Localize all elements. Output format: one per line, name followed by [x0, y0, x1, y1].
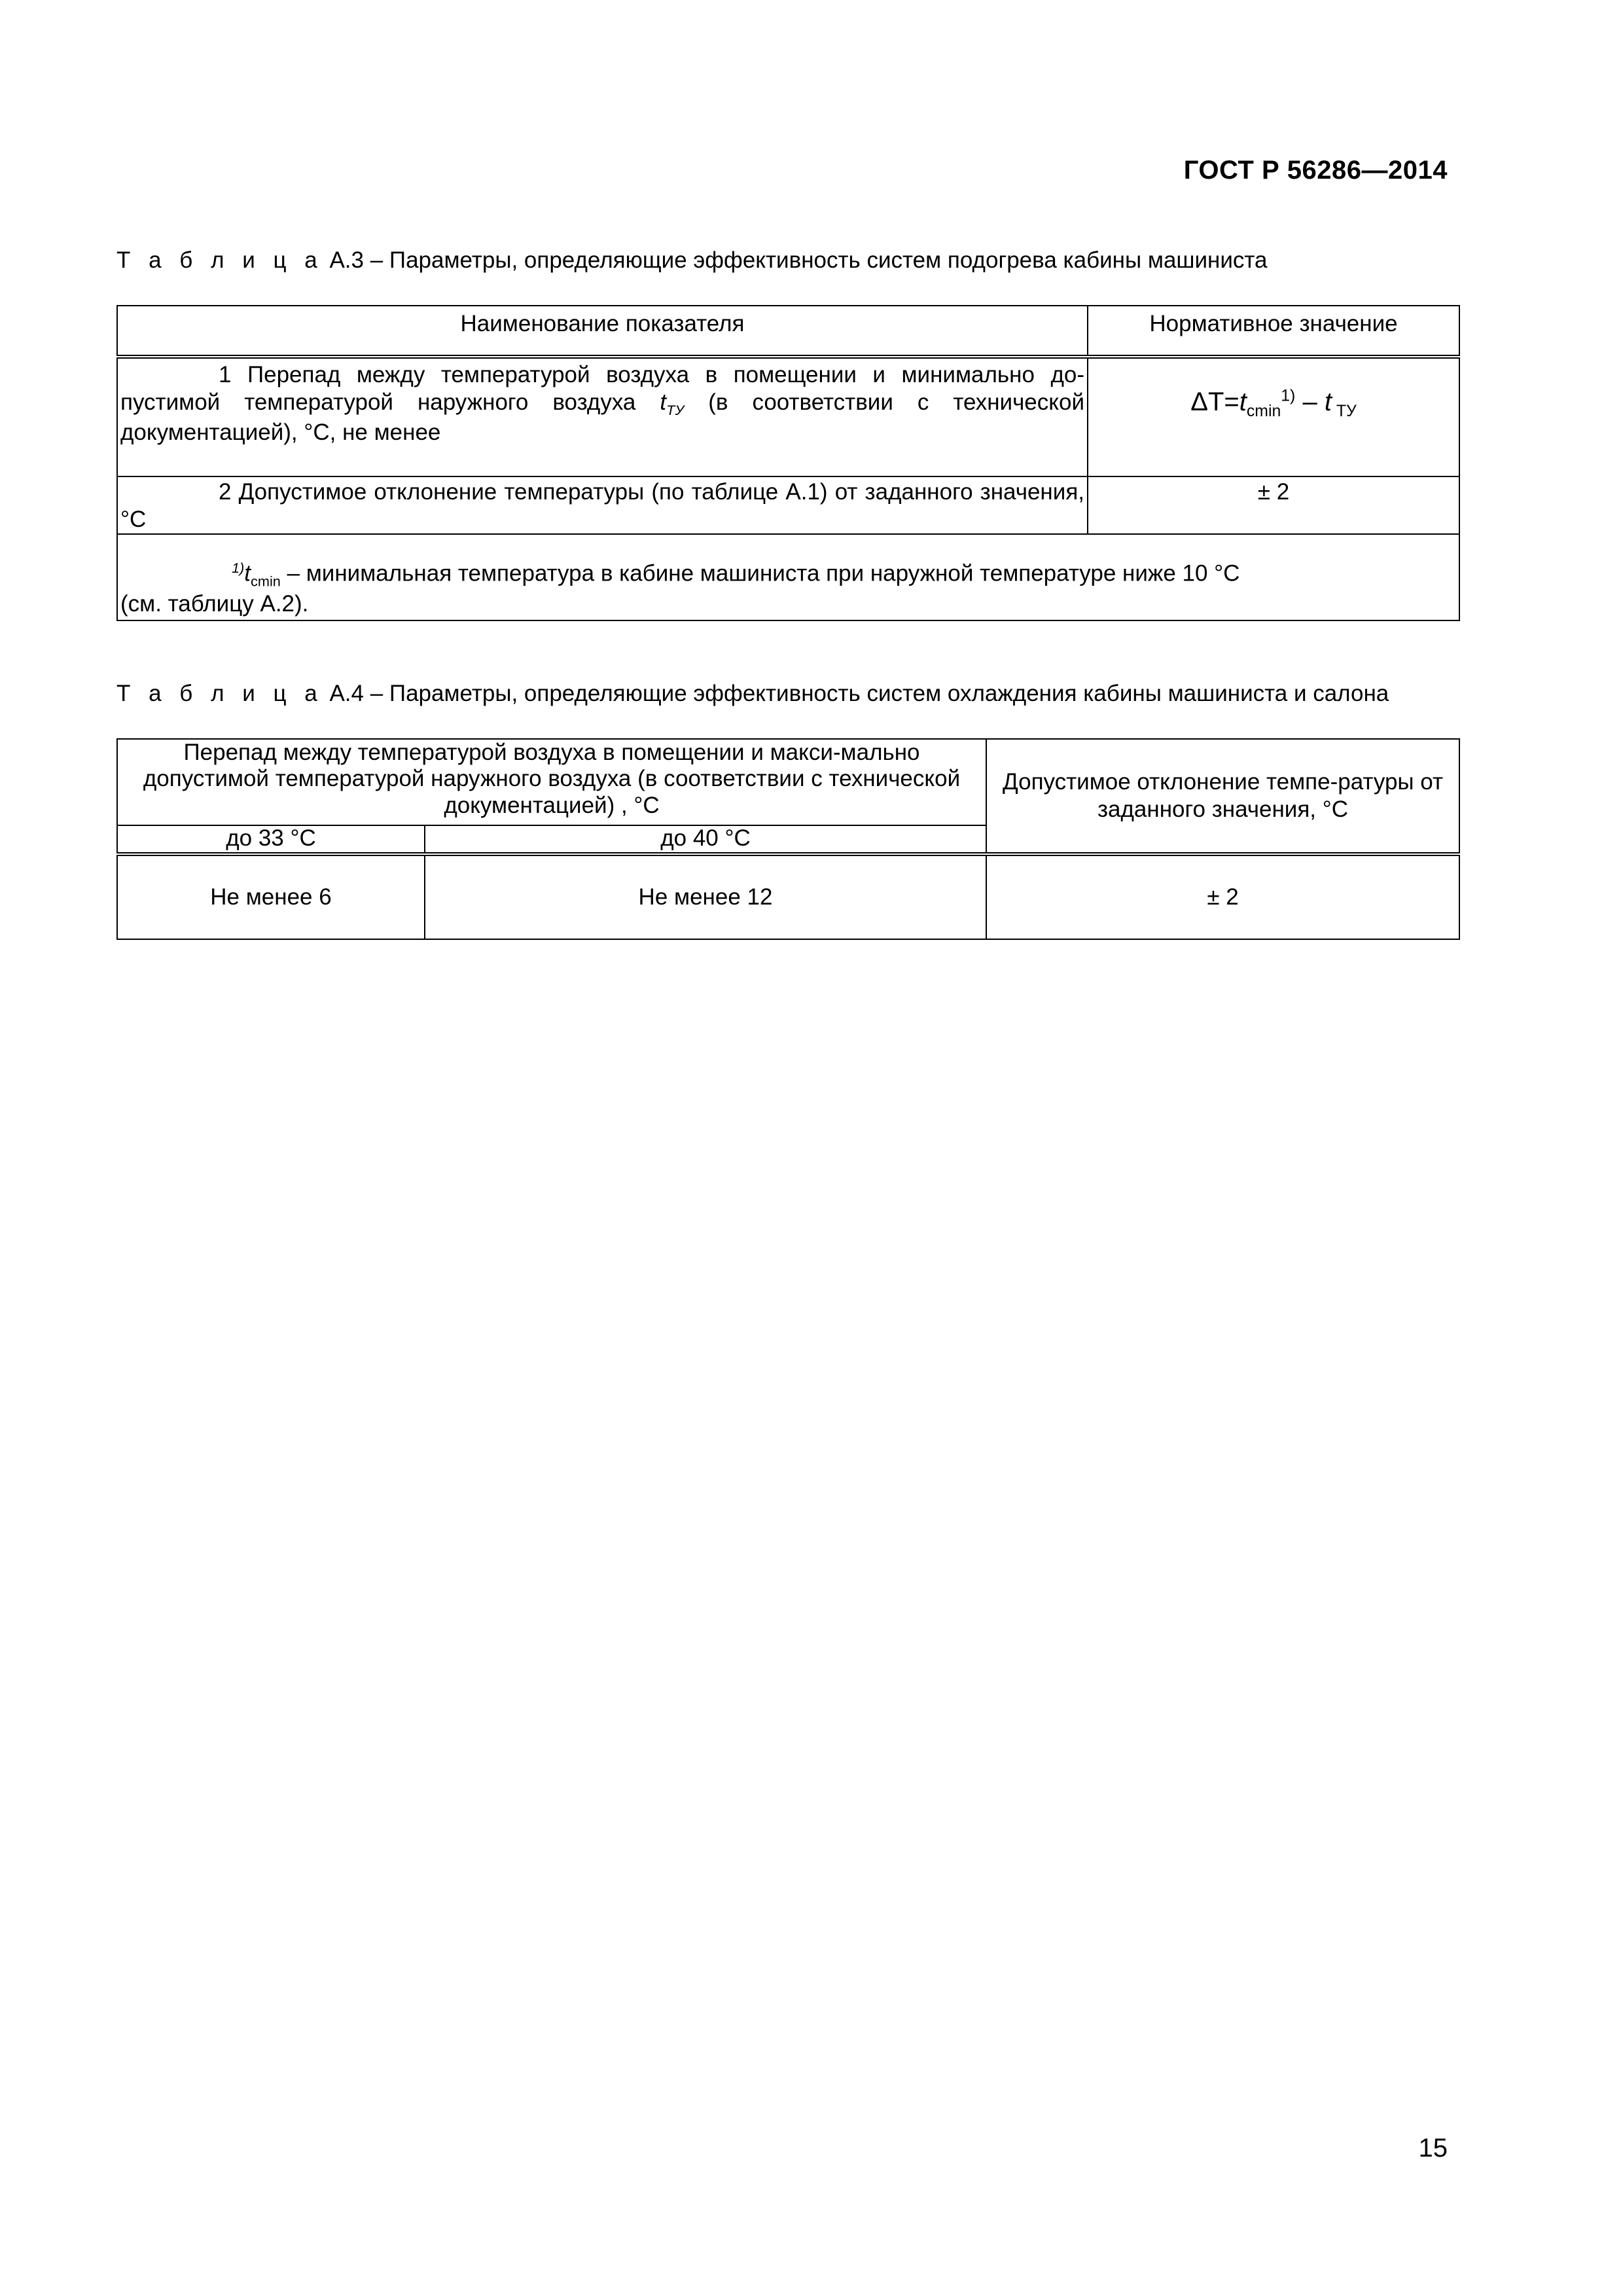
formula-t2: t [1324, 387, 1332, 416]
table-a4-val1: Не менее 6 [117, 854, 425, 939]
footnote-mark: 1) [232, 560, 245, 576]
table-a4-val3: ± 2 [986, 854, 1459, 939]
table-a3-row1-text-before: 1 Перепад между температурой воздуха в помещении и минимально до-пустимой температурой наружного воздуха [120, 362, 1084, 415]
footnote-sub: cmin [251, 573, 281, 590]
table-a3-row1-var-sub: ТУ [666, 402, 685, 418]
table-a3-caption-text: А.3 – Параметры, определяющие эффективность систем подогрева кабины машиниста [323, 247, 1268, 273]
formula-t1: t [1239, 387, 1247, 416]
table-a3-row-2 [117, 476, 1459, 534]
table-a3-footnote-row [117, 534, 1459, 620]
table-a3-row2-name [117, 476, 1088, 534]
document-id: ГОСТ Р 56286—2014 [1183, 156, 1448, 185]
table-a4-val2: Не менее 12 [425, 854, 986, 939]
formula-delta: ΔТ= [1190, 387, 1240, 416]
formula-sub2: ТУ [1331, 403, 1357, 420]
table-a3-caption [116, 247, 1268, 274]
table-a3-header-row [117, 306, 1459, 357]
table-a3-footnote [117, 534, 1459, 620]
table-a4-sub-col2: до 40 °С [425, 825, 986, 854]
table-a4 [116, 738, 1460, 940]
table-a3 [116, 305, 1460, 621]
table-a4-header-right: Допустимое отклонение темпе-ратуры от заданного значения, °С [986, 739, 1459, 854]
table-a4-header-row [117, 739, 1459, 825]
table-a4-header-left: Перепад между температурой воздуха в помещении и макси-мально допустимой температурой наружного воздуха (в соответствии с технической документацией) , °С [117, 739, 986, 825]
page-number: 15 [1418, 2134, 1448, 2162]
table-a4-data-row [117, 854, 1459, 939]
formula-minus: – [1295, 387, 1325, 416]
table-a4-caption [116, 681, 1389, 707]
table-a3-row-1 [117, 357, 1459, 476]
table-a4-caption-prefix: Т а б л и ц а [116, 681, 323, 706]
formula-sub1: cmin [1246, 403, 1281, 420]
footnote-text-2: (см. таблицу А.2). [120, 590, 309, 617]
table-a4-sub-col1: до 33 °С [117, 825, 425, 854]
table-a3-row2-text: 2 Допустимое отклонение температуры (по таблице А.1) от заданного значения, °С [120, 479, 1084, 532]
table-a3-row1-text-after: (в соответствии с технической документацией), °С, не менее [120, 389, 1084, 446]
table-a3-row2-value: ± 2 [1088, 476, 1459, 534]
table-a3-row1-formula [1088, 357, 1459, 476]
footnote-text-1: – минимальная температура в кабине машиниста при наружной температуре ниже 10 °С [280, 560, 1240, 586]
table-a3-row1-name [117, 357, 1088, 476]
footnote-t: t [244, 560, 251, 586]
table-a4-caption-text: А.4 – Параметры, определяющие эффективность систем охлаждения кабины машиниста и салона [323, 681, 1389, 706]
table-a3-caption-prefix: Т а б л и ц а [116, 247, 323, 273]
table-a3-col1-header: Наименование показателя [117, 306, 1088, 357]
table-a3-col2-header: Нормативное значение [1088, 306, 1459, 357]
table-a3-row1-var: t [660, 389, 667, 415]
formula-sup1: 1) [1281, 387, 1296, 405]
